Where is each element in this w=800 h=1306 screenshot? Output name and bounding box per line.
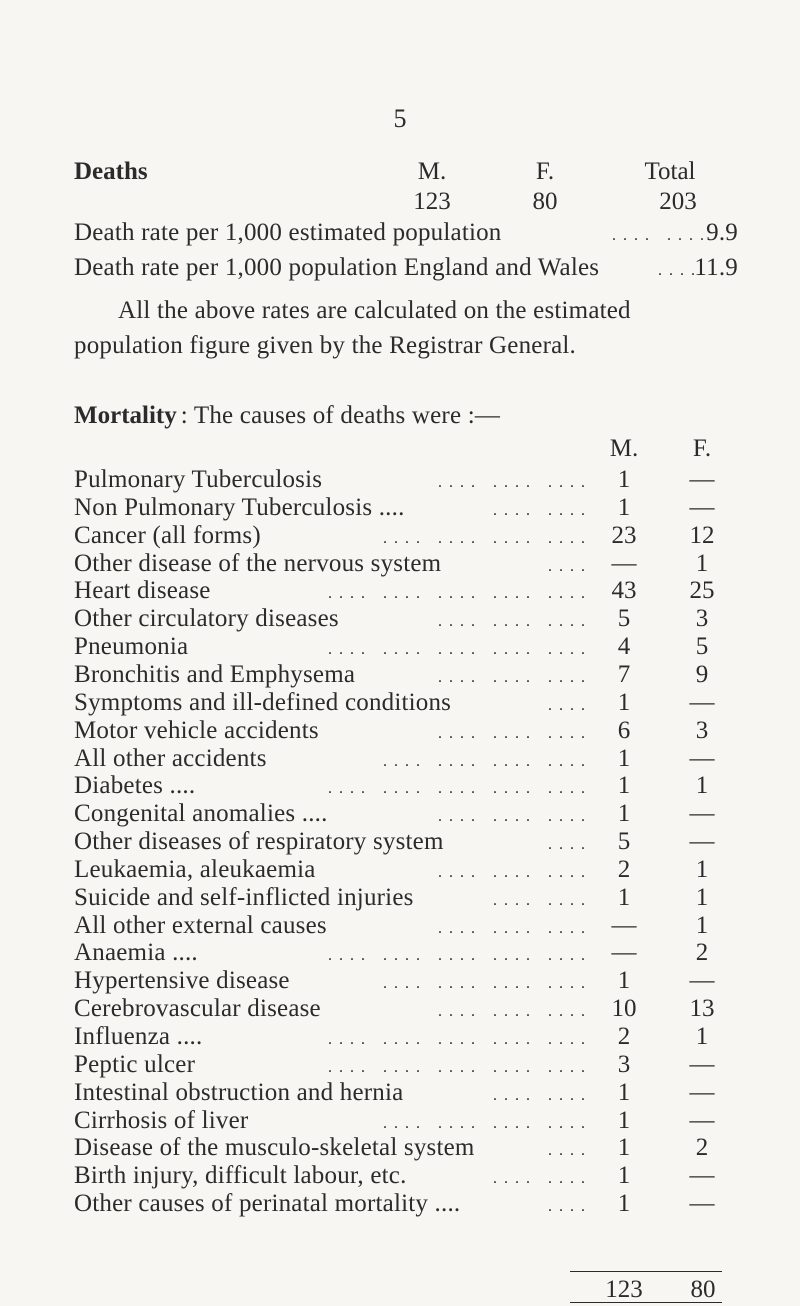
cause-label: Hypertensive disease: [74, 967, 290, 995]
female-count: 1: [695, 1023, 709, 1050]
death-rate-england-dots: ....: [658, 262, 702, 279]
cause-label: Peptic ulcer: [74, 1050, 196, 1078]
cause-label: All other accidents: [74, 744, 267, 772]
leader-dots: .... ....: [493, 1170, 592, 1188]
leader-dots: .... .... ....: [438, 1003, 592, 1021]
deaths-heading: Deaths: [74, 158, 148, 185]
male-count: 2: [617, 1023, 631, 1050]
cause-label: Pulmonary Tuberculosis: [74, 466, 323, 493]
leader-dots: .... .... .... .... ....: [328, 585, 592, 603]
leader-dots: .... ....: [493, 501, 592, 519]
female-count: —: [689, 493, 715, 521]
female-count: —: [689, 1050, 715, 1078]
female-count: 2: [695, 1134, 709, 1162]
leader-dots: .... ....: [493, 891, 592, 909]
total-rule-top: [570, 1271, 722, 1272]
male-count: 4: [617, 633, 631, 661]
female-count: —: [689, 1078, 715, 1106]
leader-dots: .... .... ....: [438, 613, 592, 631]
female-count: —: [689, 688, 715, 716]
leader-dots: .... .... ....: [438, 919, 592, 937]
female-count: 5: [695, 633, 709, 661]
cause-label: Other diseases of respiratory system: [74, 828, 444, 856]
leader-dots: ....: [548, 836, 592, 854]
female-count: 9: [695, 660, 709, 688]
male-count: 1: [617, 800, 631, 828]
female-count: —: [689, 1106, 715, 1134]
female-count: —: [689, 828, 715, 856]
male-count: 1: [617, 1134, 631, 1162]
mortality-total-m: 123: [605, 1276, 643, 1303]
cause-label: Pneumonia: [74, 633, 189, 661]
cause-label: Other circulatory diseases: [74, 605, 339, 633]
female-count: —: [689, 967, 715, 995]
female-count: —: [689, 1190, 715, 1218]
rates-note: All the above rates are calculated on the estimated population figure given by the Registrar General.: [74, 297, 631, 359]
cause-label: Cerebrovascular disease: [74, 995, 321, 1023]
female-count: —: [689, 800, 715, 828]
male-count: —: [611, 911, 637, 939]
mortality-title-line: [74, 402, 500, 430]
leader-dots: .... .... ....: [438, 668, 592, 686]
death-rate-england-label: Death rate per 1,000 population England and Wales: [74, 254, 600, 281]
leader-dots: .... ....: [493, 1086, 592, 1104]
deaths-col-f: F.: [535, 158, 555, 185]
male-count: 1: [617, 967, 631, 995]
male-count: 5: [617, 605, 631, 633]
leader-dots: .... .... .... ....: [383, 975, 592, 993]
leader-dots: ....: [548, 557, 592, 575]
leader-dots: ....: [548, 696, 592, 714]
female-count: —: [689, 744, 715, 772]
leader-dots: .... .... .... .... ....: [328, 947, 592, 965]
mortality-intro: : The causes of deaths were :—: [180, 402, 501, 429]
male-count: 1: [617, 1106, 631, 1134]
leader-dots: .... .... ....: [438, 863, 592, 881]
female-count: —: [689, 466, 715, 493]
male-count: 1: [617, 772, 631, 800]
cause-label: Suicide and self-inflicted injuries: [74, 883, 414, 911]
leader-dots: .... .... .... .... ....: [328, 1058, 592, 1076]
male-count: 6: [617, 716, 631, 744]
cause-label: Cirrhosis of liver: [74, 1106, 249, 1134]
male-count: —: [611, 549, 637, 577]
cause-label: Other disease of the nervous system: [74, 549, 442, 577]
male-count: 7: [617, 660, 631, 688]
leader-dots: ....: [548, 1198, 592, 1216]
female-count: 1: [695, 549, 709, 577]
death-rate-estimated-dots: .... ....: [612, 227, 711, 244]
leader-dots: .... .... .... ....: [383, 752, 592, 770]
page-number: 5: [393, 104, 407, 133]
leader-dots: .... .... ....: [438, 724, 592, 742]
leader-dots: .... .... .... .... ....: [328, 641, 592, 659]
male-count: 1: [617, 883, 631, 911]
cause-label: Congenital anomalies ....: [74, 800, 328, 828]
death-rate-england-value: 11.9: [694, 254, 738, 281]
female-count: 13: [689, 995, 715, 1023]
male-count: 1: [617, 493, 631, 521]
male-count: 1: [617, 1162, 631, 1190]
male-count: 5: [617, 828, 631, 856]
female-count: 1: [695, 855, 709, 883]
cause-label: Anaemia ....: [74, 939, 198, 967]
female-count: —: [689, 1162, 715, 1190]
cause-label: Diabetes ....: [74, 772, 196, 800]
male-count: —: [611, 939, 637, 967]
cause-label: Cancer (all forms): [74, 521, 261, 549]
female-count: 2: [695, 939, 709, 967]
female-count: 25: [689, 577, 715, 605]
female-count: 3: [695, 716, 709, 744]
cause-label: Non Pulmonary Tuberculosis ....: [74, 493, 405, 521]
male-count: 1: [617, 1078, 631, 1106]
cause-label: Birth injury, difficult labour, etc.: [74, 1162, 407, 1190]
cause-label: Leukaemia, aleukaemia: [74, 855, 316, 883]
death-rate-estimated-value: 9.9: [706, 219, 738, 246]
male-count: 10: [611, 995, 637, 1023]
cause-label: Intestinal obstruction and hernia: [74, 1078, 404, 1106]
female-count: 3: [695, 605, 709, 633]
male-count: 1: [617, 1190, 631, 1218]
leader-dots: .... .... ....: [438, 808, 592, 826]
male-count: 3: [617, 1050, 631, 1078]
male-count: 1: [617, 466, 631, 493]
cause-label: Disease of the musculo-skeletal system: [74, 1134, 475, 1162]
deaths-val-total: 203: [659, 188, 697, 215]
leader-dots: ....: [548, 1142, 592, 1160]
cause-label: Symptoms and ill-defined conditions: [74, 688, 452, 716]
cause-label: Other causes of perinatal mortality ....: [74, 1190, 461, 1218]
deaths-col-m: M.: [417, 158, 447, 185]
cause-label: Heart disease: [74, 577, 211, 605]
leader-dots: .... .... .... .... ....: [328, 780, 592, 798]
cause-label: Bronchitis and Emphysema: [74, 660, 356, 688]
mortality-total-f: 80: [690, 1276, 716, 1303]
mortality-col-f: F.: [692, 435, 712, 462]
leader-dots: .... .... .... .... ....: [328, 1031, 592, 1048]
deaths-col-total: Total: [644, 158, 696, 185]
cause-label: Influenza ....: [74, 1023, 203, 1050]
leader-dots: .... .... .... ....: [383, 529, 592, 547]
deaths-val-f: 80: [532, 188, 558, 215]
female-count: 1: [695, 883, 709, 911]
death-rate-estimated-label: Death rate per 1,000 estimated population: [74, 219, 502, 246]
female-count: 12: [689, 521, 715, 549]
leader-dots: .... .... ....: [438, 474, 592, 491]
deaths-val-m: 123: [413, 188, 451, 215]
female-count: 1: [695, 911, 709, 939]
total-rule-bottom: [570, 1302, 722, 1303]
male-count: 1: [617, 744, 631, 772]
male-count: 23: [611, 521, 637, 549]
male-count: 43: [611, 577, 637, 605]
mortality-col-m: M.: [609, 435, 639, 462]
male-count: 2: [617, 855, 631, 883]
leader-dots: .... .... .... ....: [383, 1114, 592, 1132]
cause-label: All other external causes: [74, 911, 327, 939]
mortality-heading: Mortality: [74, 402, 177, 429]
cause-label: Motor vehicle accidents: [74, 716, 319, 744]
female-count: 1: [695, 772, 709, 800]
male-count: 1: [617, 688, 631, 716]
